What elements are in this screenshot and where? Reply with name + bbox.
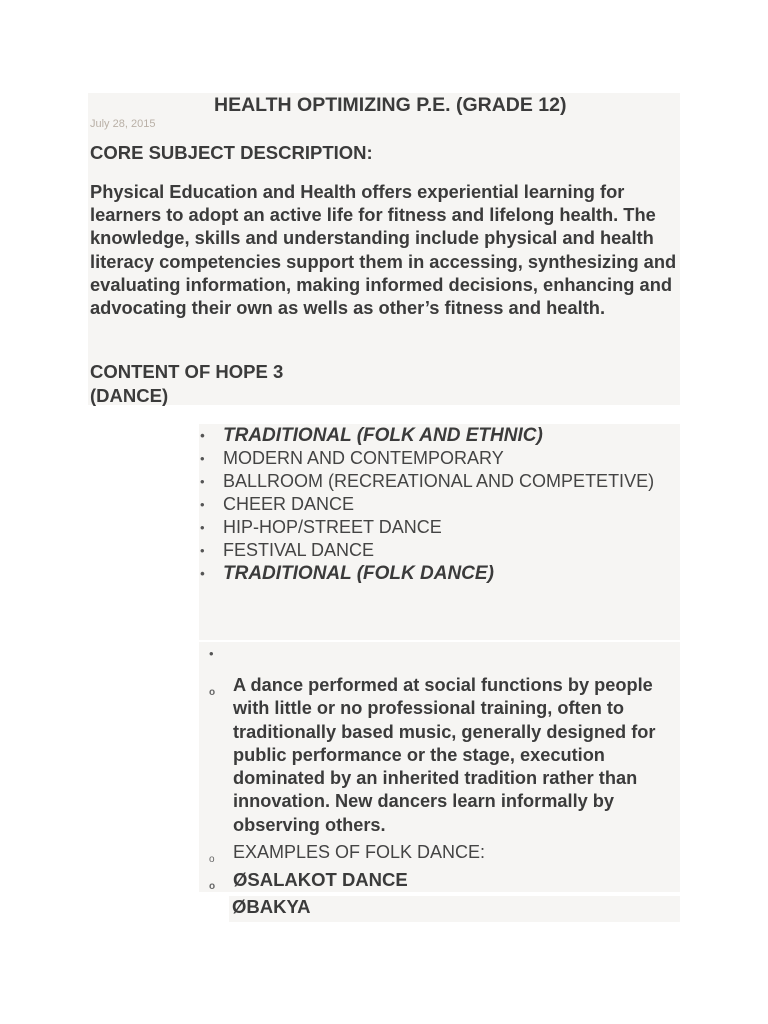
- list-item: • MODERN AND CONTEMPORARY: [199, 447, 669, 470]
- example-salakot: o ØSALAKOT DANCE: [199, 868, 669, 891]
- content-heading-line1: CONTENT OF HOPE 3: [90, 361, 284, 382]
- folk-dance-details: [199, 674, 669, 891]
- core-subject-description: Physical Education and Health offers experiential learning for learners to adopt an active life for fitness and lifelong health. The knowledge, skills and understanding include physical and health literacy competencies support them in accessing, synthesizing and evaluating information, making informed decisions, enhancing and advocating their own as wells as other’s fitness and health.: [90, 181, 677, 319]
- page-title: HEALTH OPTIMIZING P.E. (GRADE 12): [214, 94, 567, 116]
- example-bakya: ØBAKYA: [232, 896, 311, 917]
- dance-types-list: [199, 424, 669, 585]
- empty-bullet: •: [209, 646, 214, 661]
- post-date: July 28, 2015: [90, 118, 156, 130]
- list-item: • TRADITIONAL (FOLK AND ETHNIC): [199, 424, 669, 447]
- list-item: • HIP-HOP/STREET DANCE: [199, 516, 669, 539]
- list-item: • FESTIVAL DANCE: [199, 539, 669, 562]
- list-item: • BALLROOM (RECREATIONAL AND COMPETETIVE): [199, 470, 669, 493]
- list-item: • TRADITIONAL (FOLK DANCE): [199, 562, 669, 585]
- content-heading: [90, 360, 283, 407]
- content-heading-line2: (DANCE): [90, 384, 169, 406]
- list-item: • CHEER DANCE: [199, 493, 669, 516]
- examples-label: o EXAMPLES OF FOLK DANCE:: [199, 841, 669, 864]
- core-subject-heading: CORE SUBJECT DESCRIPTION:: [90, 142, 373, 163]
- folk-dance-definition: o A dance performed at social functions by people with little or no professional training, often to traditionally based music, generally designed for public performance or the stage, execution dominated by an inherited tradition rather than innovation. New dancers learn informally by observing others.: [199, 674, 669, 837]
